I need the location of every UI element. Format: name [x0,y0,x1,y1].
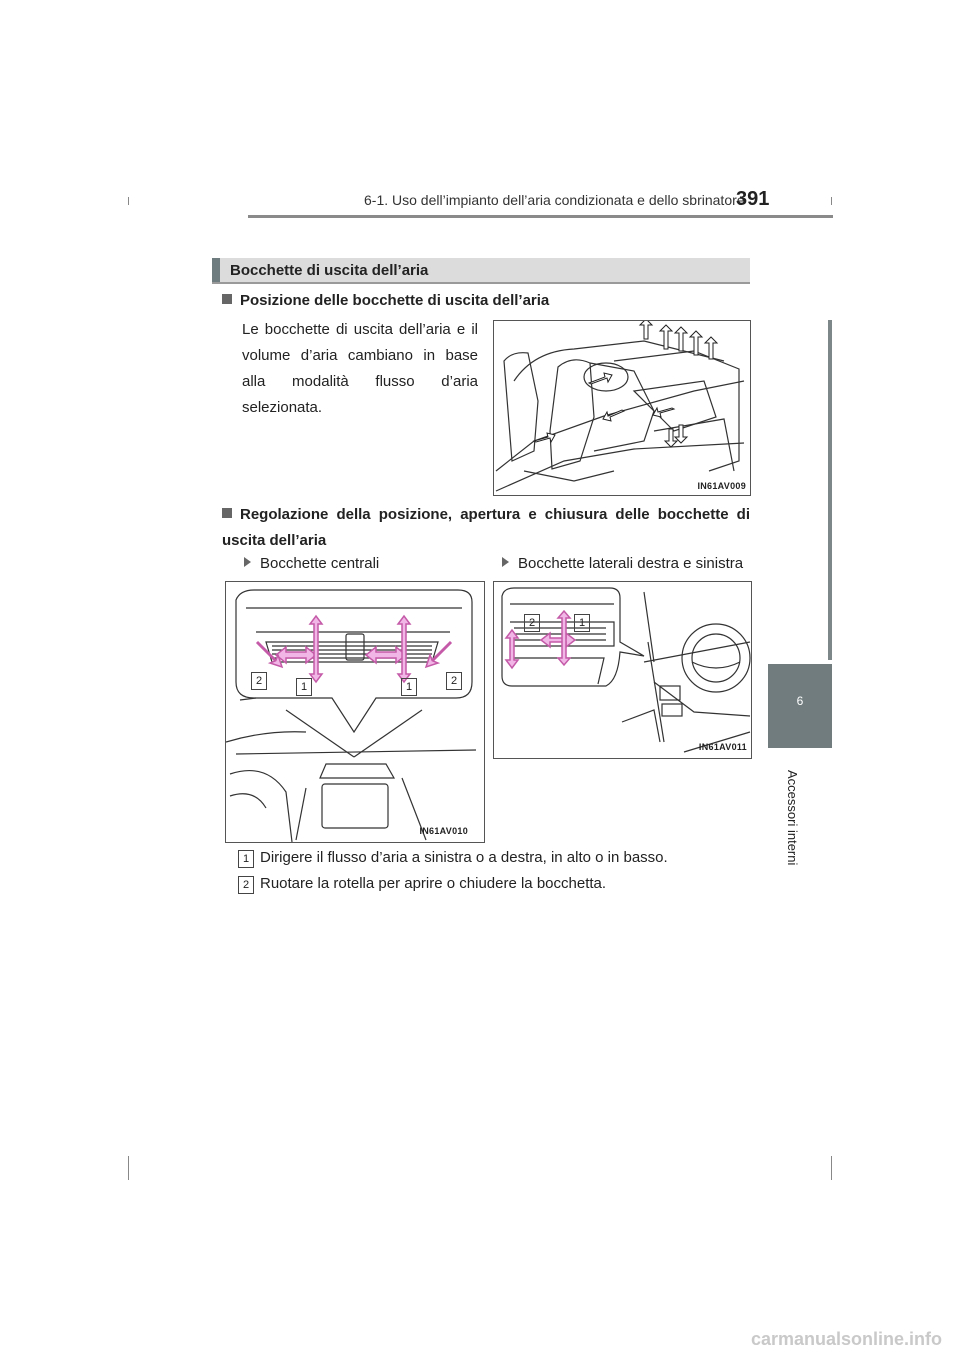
square-bullet-icon [222,508,232,518]
chapter-label-text: Accessori interni [785,770,800,866]
crop-mark [128,197,129,205]
crop-mark [831,197,832,205]
square-bullet-icon [222,294,232,304]
figure-vent-positions [493,320,751,496]
chapter-side-label [784,770,806,890]
callout-badge: 1 [401,678,417,696]
figure-code: IN61AV011 [698,742,747,752]
chapter-tab [768,664,832,748]
watermark: carmanualsonline.info [750,1329,942,1349]
right-subheading-text: Bocchette laterali destra e sinistra [518,555,744,572]
block2-heading [222,502,750,554]
header-rule [248,215,833,218]
crop-mark [128,1156,129,1180]
legend-text: Ruotare la rotella per aprire o chiudere la bocchetta. [260,875,607,892]
triangle-bullet-icon [244,557,251,567]
callout-badge: 2 [251,672,267,690]
figure-side-vents [493,581,752,759]
side-vents-illustration [494,582,751,758]
callout-badge: 2 [446,672,462,690]
block1-heading-text: Posizione delle bocchette di uscita dell’aria [240,292,550,309]
figure-code: IN61AV010 [419,826,468,836]
section-title: Bocchette di uscita dell’aria [230,262,429,279]
section-bar [212,258,750,284]
callout-badge: 1 [296,678,312,696]
right-subheading [502,555,743,572]
legend-text: Dirigere il flusso d’aria a sinistra o a destra, in alto o in basso. [260,849,668,866]
crop-mark [831,1156,832,1180]
page-number: 391 [736,188,770,210]
legend-badge: 2 [238,876,254,894]
chapter-number: 6 [796,694,804,708]
left-subheading [244,555,379,572]
section-underline [212,282,750,284]
legend-item-2 [238,875,758,897]
cabin-illustration [494,321,750,495]
callout-badge: 1 [574,614,590,632]
chapter-title: 6-1. Uso dell’impianto dell’aria condizionata e dello sbrinatore [364,192,745,208]
figure-center-vents [225,581,485,843]
center-vents-illustration [226,582,484,842]
triangle-bullet-icon [502,557,509,567]
left-subheading-text: Bocchette centrali [260,555,380,572]
block1-text: Le bocchette di uscita dell’aria e il volume d’aria cambiano in base alla modalità flusso d’aria selezionata. [242,321,478,416]
section-accent [212,258,220,284]
side-rule [828,320,832,660]
callout-badge: 2 [524,614,540,632]
block2-heading-text: Regolazione della posizione, apertura e chiusura delle bocchette di uscita dell’aria [222,506,750,549]
legend-badge: 1 [238,850,254,868]
legend-item-1 [238,849,758,871]
block1-heading [222,292,549,309]
figure-code: IN61AV009 [697,481,746,491]
